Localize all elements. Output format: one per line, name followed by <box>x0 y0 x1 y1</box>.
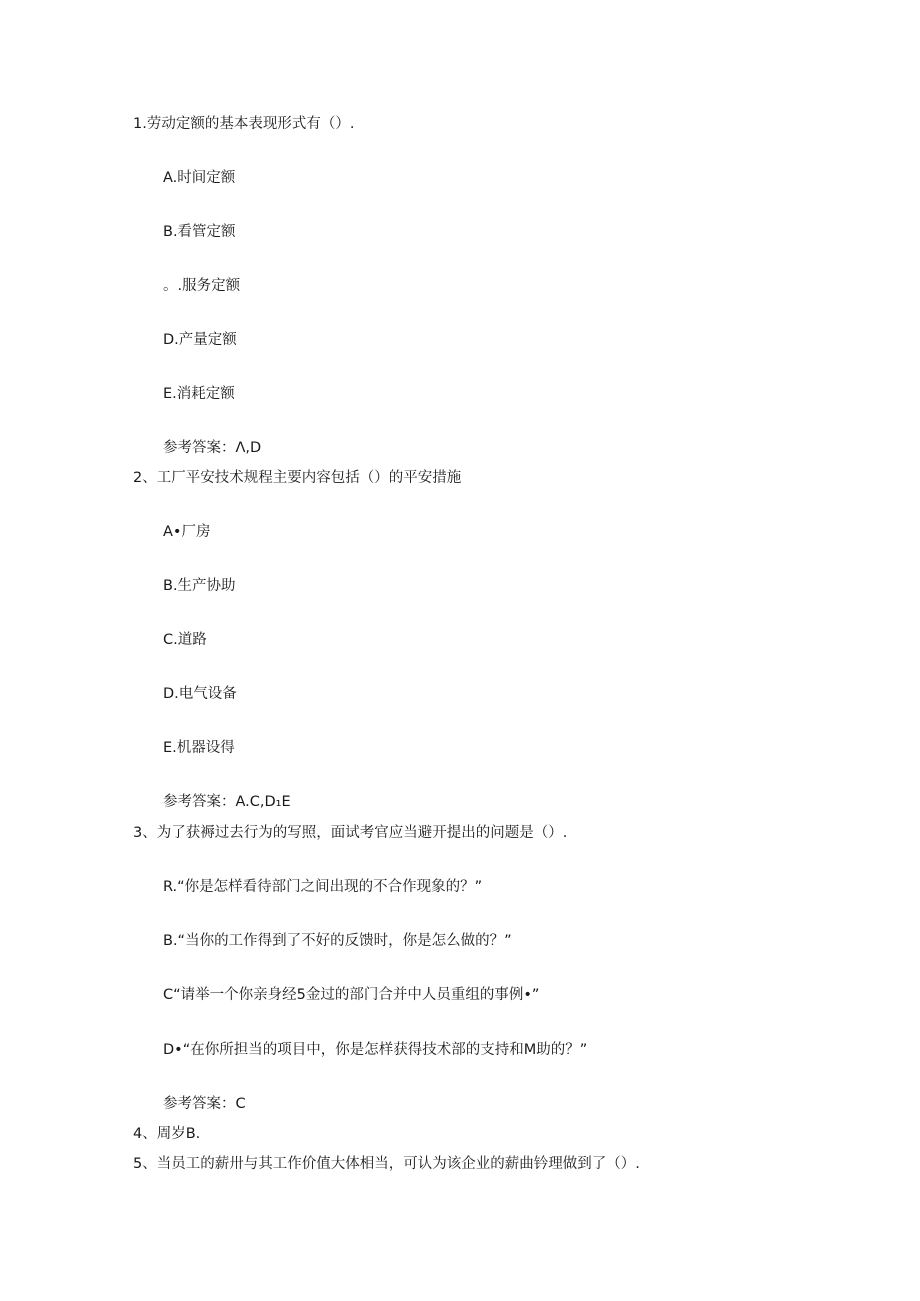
question-3-answer: 参考答案：C <box>163 1096 246 1112</box>
question-1-option-b: B.看管定额 <box>163 224 236 240</box>
question-2-option-c: C.道路 <box>163 632 207 648</box>
question-3-option-a: R.“你是怎样看待部门之间出现的不合作现象的？” <box>163 879 483 895</box>
question-2: 2、工厂平安技术规程主要内容包括（）的平安措施 <box>133 470 462 486</box>
question-3-option-b: B.“当你的工作得到了不好的反馈时，你是怎么做的？” <box>163 933 512 949</box>
question-1: 1.劳动定额的基本表现形式有（）. <box>133 116 355 132</box>
question-1-answer: 参考答案：Λ,D <box>163 440 262 456</box>
question-3-option-d: D•“在你所担当的项目中，你是怎样获得技术部的支持和M助的？” <box>163 1042 588 1058</box>
question-4: 4、周岁B. <box>133 1126 201 1142</box>
question-2-option-e: E.机器设得 <box>163 740 235 756</box>
question-2-option-b: B.生产协助 <box>163 578 236 594</box>
question-2-option-a: A•厂房 <box>163 524 211 540</box>
question-1-option-d: D.产量定额 <box>163 332 237 348</box>
question-3: 3、为了获褥过去行为的写照，面试考官应当避开提出的问题是（）. <box>133 825 568 841</box>
question-2-option-d: D.电气设备 <box>163 686 237 702</box>
question-3-option-c: C“请举一个你亲身经5金过的部门合并中人员重组的事例•” <box>163 987 540 1003</box>
question-2-answer: 参考答案：A.C,D₁E <box>163 794 291 810</box>
question-1-option-a: A.时间定额 <box>163 170 236 186</box>
question-1-option-c: 。.服务定额 <box>163 278 241 294</box>
question-1-option-e: E.消耗定额 <box>163 386 235 402</box>
question-5: 5、当员工的薪卅与其工作价值大体相当，可认为该企业的薪曲钤理做到了（）. <box>133 1156 640 1172</box>
